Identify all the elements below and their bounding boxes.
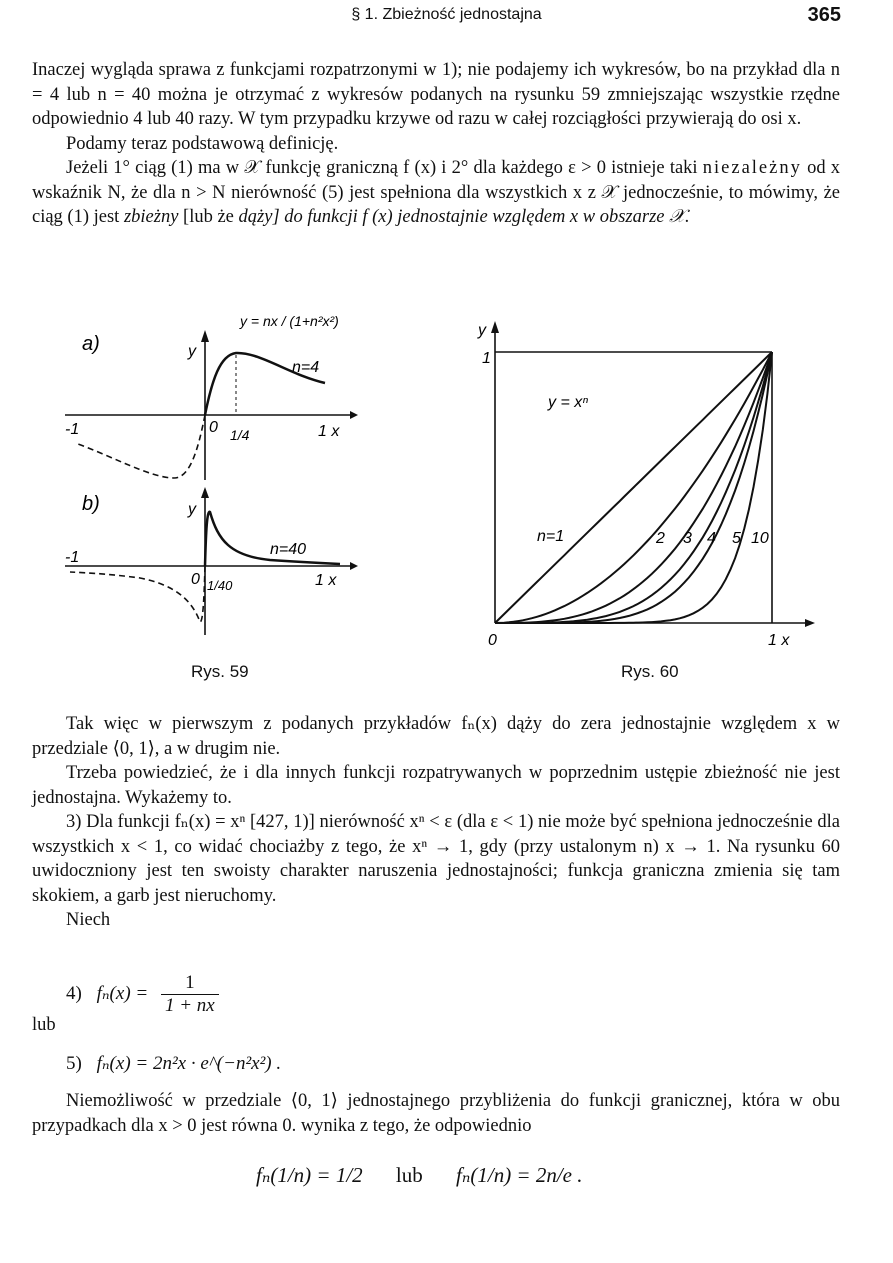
section-title: § 1. Zbieżność jednostajna — [351, 6, 542, 23]
fig59a-tick-minus1: -1 — [65, 421, 80, 438]
definition-paragraph: Jeżeli 1° ciąg (1) ma w 𝒳 funkcję graniczną f (x) i 2° dla każdego ε > 0 istnieje taki niezależny od x wskaźnik N, że dla n > N nierówność (5) jest spełniona dla wszystkich x z 𝒳 jednocześnie, to mówimy, że ciąg (1) jest zbieżny [lub że dąży] do funkcji f (x) jednostajnie względem x w obszarze 𝒳. — [32, 158, 841, 227]
fig60-curve-label: y = xⁿ — [548, 394, 589, 411]
lub-word: lub — [32, 1015, 56, 1035]
fig60-x-arrow — [805, 619, 815, 627]
paragraph-8: Niemożliwość w przedziale ⟨0, 1⟩ jednostajnego przybliżenia do funkcji granicznej, która w obu przypadkach dla x > 0 jest równa 0. wynika z tego, że odpowiednio — [32, 1091, 840, 1136]
fig59a-x-arrow — [350, 411, 358, 419]
fig59b-tick-0: 0 — [191, 571, 200, 588]
fig60-n3-label: 3 — [683, 530, 692, 547]
fig60-tick-0: 0 — [488, 632, 497, 649]
fig60-n1-label: n=1 — [537, 528, 565, 545]
paragraph-7: Niech — [66, 910, 111, 930]
fig60-curves — [495, 352, 772, 623]
running-header — [0, 6, 893, 28]
paragraph-1: Inaczej wygląda sprawa z funkcjami rozpatrzonymi w 1); nie podajemy ich wykresów, bo na przykład dla n = 4 lub n = 40 można je otrzymać z wykresów podanych na rysunku 59 zmniejszając wszystkie rzędne odpowiednio 4 lub 40 razy. W tym przypadku krzywe od razu w całej rozciągłości przywierają do osi x. — [32, 60, 840, 129]
final-equations: fₙ(1/n) = 1/2 lub fₙ(1/n) = 2n/e . — [256, 1163, 583, 1187]
figure-60-plot — [470, 315, 830, 660]
figure-60-caption: Rys. 60 — [621, 662, 679, 681]
paragraph-5: Trzeba powiedzieć, że i dla innych funkcji rozpatrywanych w poprzednim ustępie zbieżność nie jest jednostajna. Wykażemy to. — [32, 763, 840, 808]
bottom-text-block — [32, 712, 840, 933]
panel-a-label: a) — [82, 333, 100, 355]
top-text-block — [32, 58, 840, 230]
fig59a-tick-1x: 1 x — [318, 423, 340, 440]
fig59a-tick-0: 0 — [209, 419, 218, 436]
fig59a-tick-quarter: 1/4 — [230, 427, 250, 443]
fig60-n10-label: 10 — [751, 530, 769, 547]
fig60-curve-n1 — [495, 352, 772, 623]
fig60-n5-label: 5 — [732, 530, 741, 547]
equation-4: 4) fₙ(x) = $\frac{1}{1 + nx}$ — [66, 972, 219, 1017]
fig59b-n-label: n=40 — [270, 541, 307, 558]
fig60-y-label: y — [478, 322, 486, 339]
fig59a-y-label: y — [188, 343, 196, 360]
paragraph-2: Podamy teraz podstawową definicję. — [66, 133, 339, 154]
fig60-tick-1x: 1 x — [768, 632, 790, 649]
fig59b-tick-fortieth: 1/40 — [207, 578, 233, 593]
fig59a-y-arrow — [201, 330, 209, 342]
figure-59-caption: Rys. 59 — [191, 662, 249, 681]
fig59a-n-label: n=4 — [292, 359, 320, 376]
fig59-formula: y = nx / (1+n²x²) — [240, 313, 339, 329]
fig60-tick-1: 1 — [482, 350, 491, 367]
paragraph-8-block — [32, 1089, 840, 1138]
paragraph-6: 3) Dla funkcji fₙ(x) = xⁿ [427, 1)] nierówność xⁿ < ε (dla ε < 1) nie może być spełniona jednocześnie dla wszystkich x < 1, co widać chociażby z tego, że xⁿ → 1, gdy (przy ustalonym n) x → 1. Na rysunku 60 uwidoczniony jest ten swoisty charakter naruszenia jednostajności; funkcja graniczna zmienia się tam skokiem, a garb jest nieruchomy. — [32, 812, 840, 906]
fig59a-curve-negative — [75, 415, 205, 478]
paragraph-4: Tak więc w pierwszym z podanych przykładów fₙ(x) dąży do zera jednostajnie względem x w przedziale ⟨0, 1⟩, a w drugim nie. — [32, 714, 840, 759]
figure-59 — [60, 300, 360, 655]
fig59b-curve-negative — [70, 566, 205, 622]
fig60-y-arrow — [491, 321, 499, 333]
fig59b-y-arrow — [201, 487, 209, 498]
fig59b-y-label: y — [188, 501, 196, 518]
fig60-n2-label: 2 — [656, 530, 665, 547]
equation-5: 5) fₙ(x) = 2n²x · e^(−n²x²) . — [66, 1053, 282, 1074]
fig59b-x-arrow — [350, 562, 358, 570]
page-number: 365 — [807, 4, 841, 26]
panel-b-label: b) — [82, 493, 100, 515]
figure-59-plot — [60, 300, 360, 650]
fig60-n4-label: 4 — [707, 530, 716, 547]
fig59b-tick-minus1: -1 — [65, 549, 80, 566]
equation-4-fraction: $\frac{1}{1 + nx}$ — [161, 972, 219, 1017]
figure-60 — [470, 315, 830, 665]
fig59b-tick-1x: 1 x — [315, 572, 337, 589]
